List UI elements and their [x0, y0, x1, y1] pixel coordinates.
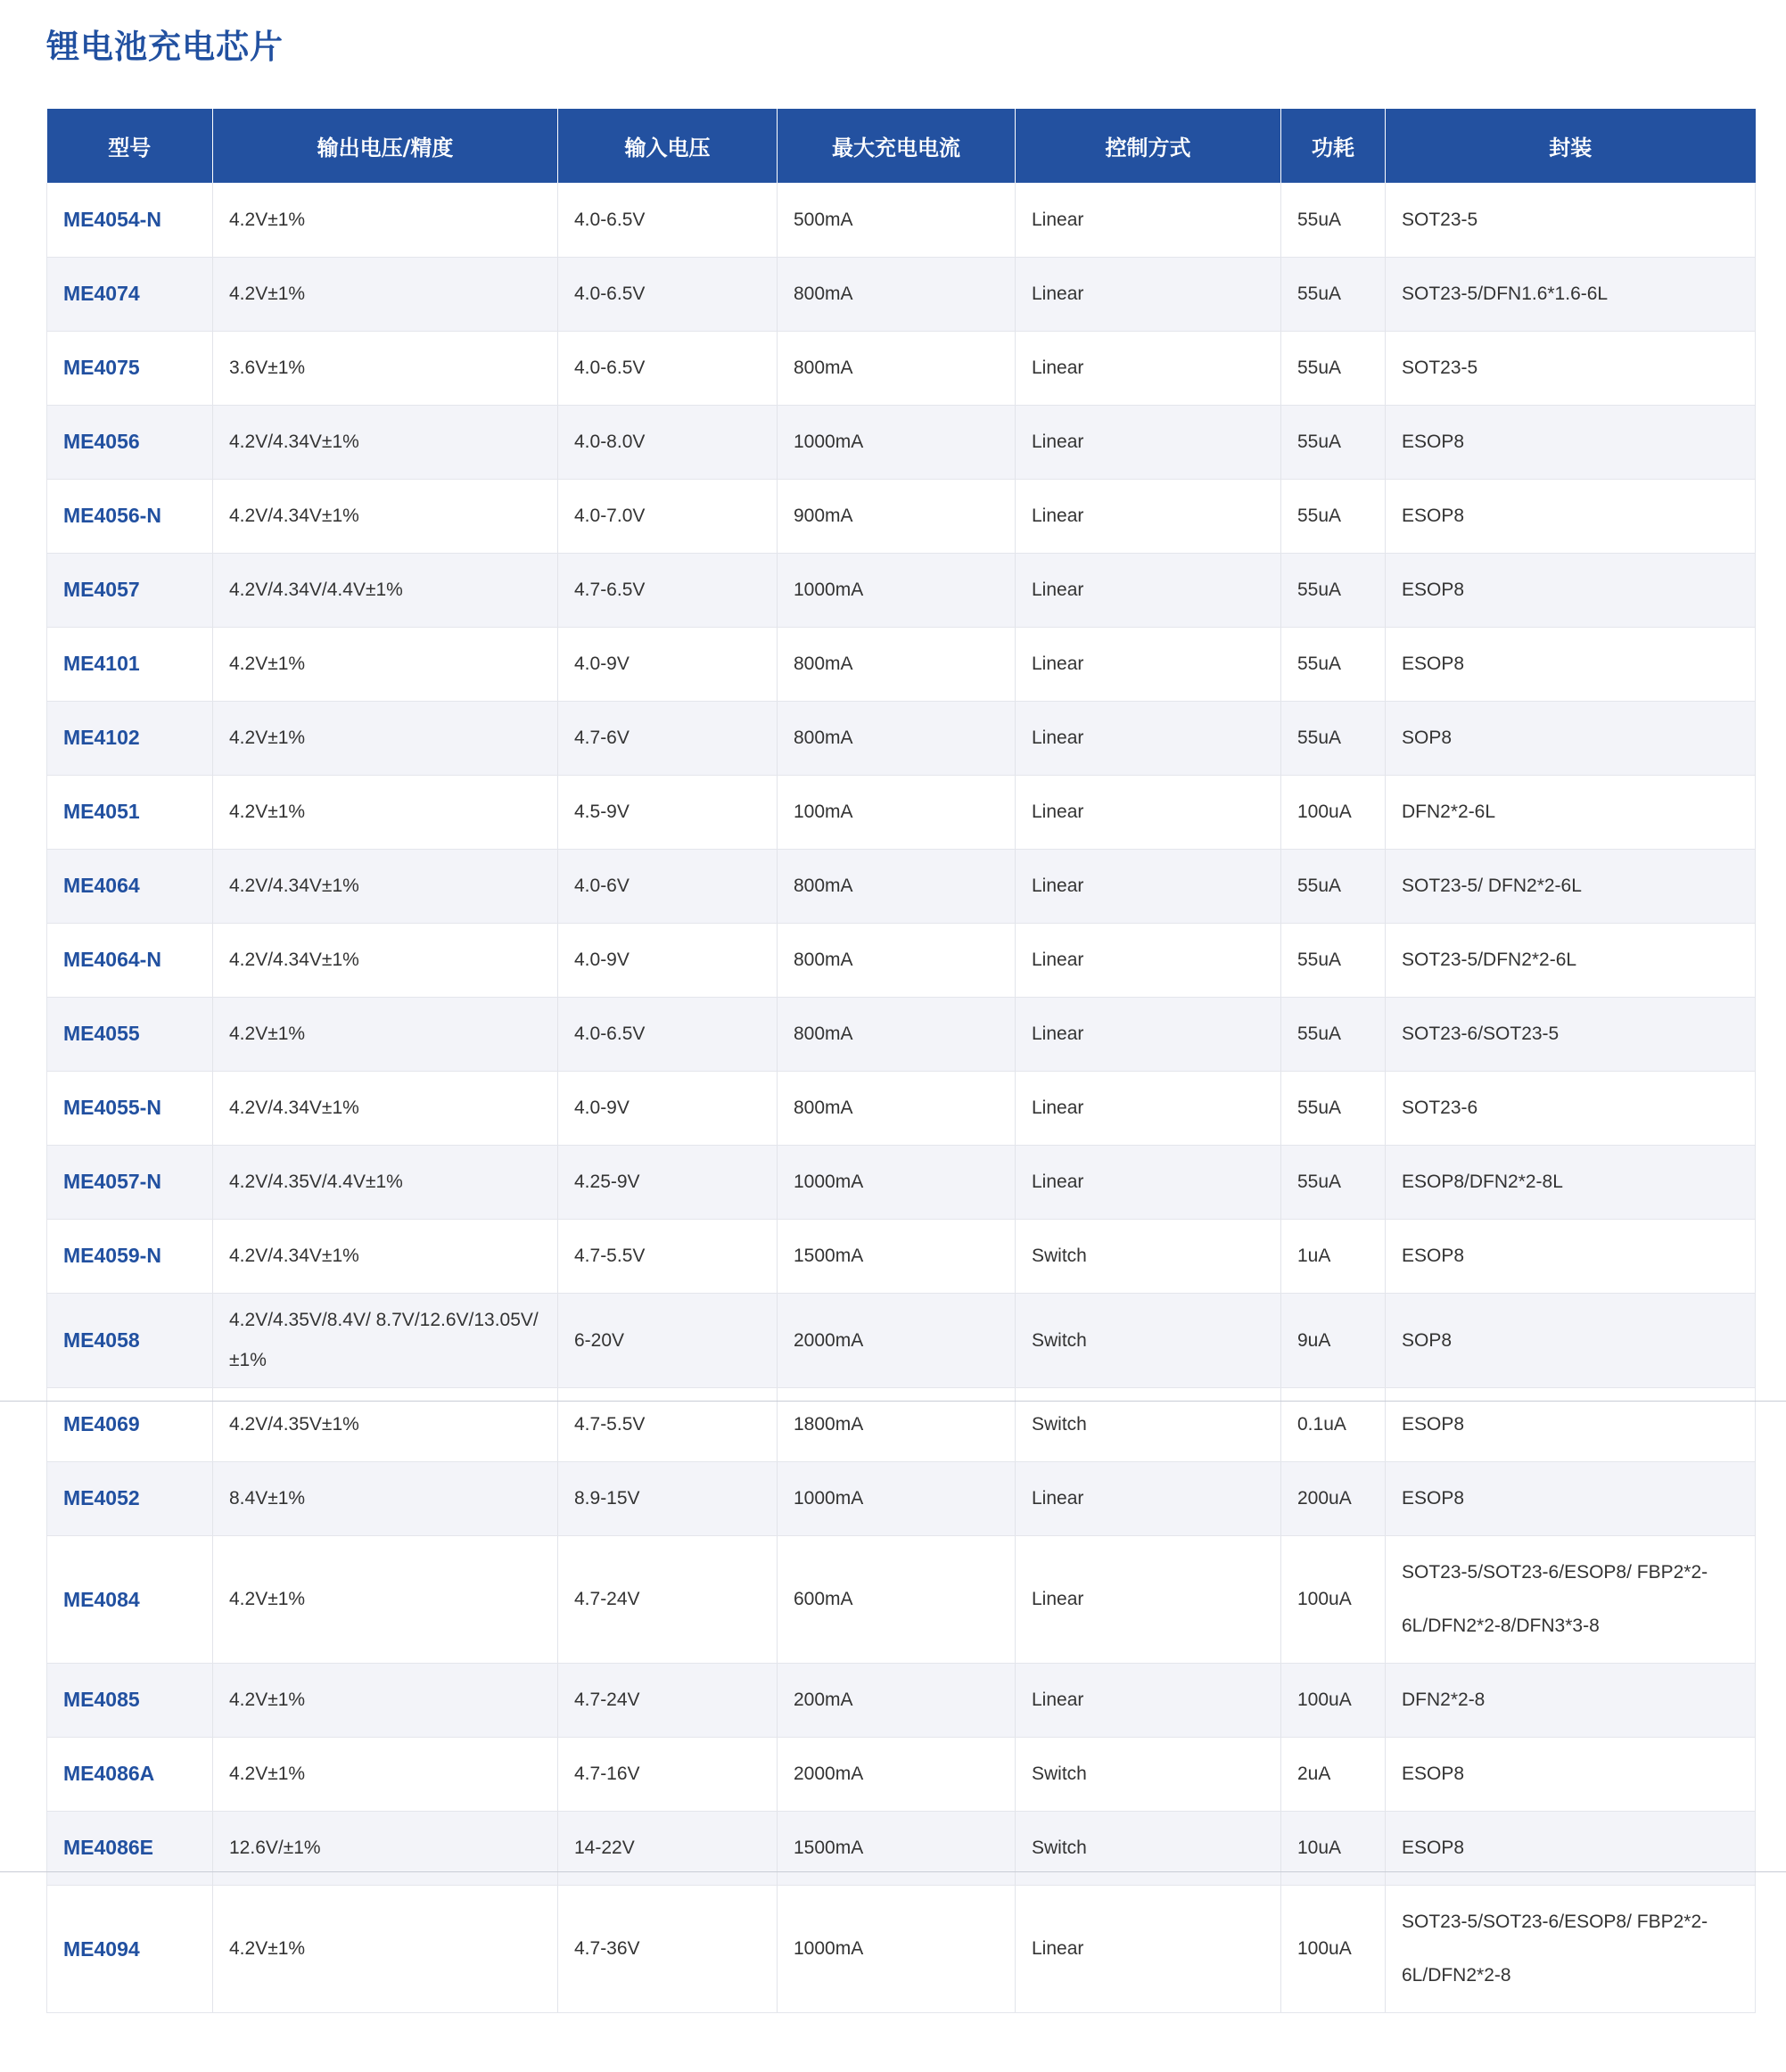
cell-model[interactable]: ME4064 — [47, 849, 213, 923]
cell-package: SOP8 — [1386, 701, 1756, 775]
cell-output-voltage: 3.6V±1% — [213, 331, 558, 405]
cell-max-current: 1000mA — [778, 405, 1016, 479]
cell-input-voltage: 4.0-6V — [558, 849, 778, 923]
cell-model[interactable]: ME4056-N — [47, 479, 213, 553]
cell-output-voltage: 4.2V±1% — [213, 1663, 558, 1737]
table-row — [47, 553, 1756, 627]
table-row — [47, 1535, 1756, 1663]
cell-package: DFN2*2-6L — [1386, 775, 1756, 849]
cell-package: SOP8 — [1386, 1293, 1756, 1387]
cell-input-voltage: 4.7-36V — [558, 1885, 778, 2012]
cell-control-mode: Linear — [1016, 1885, 1281, 2012]
cell-output-voltage: 4.2V/4.34V/4.4V±1% — [213, 553, 558, 627]
cell-max-current: 800mA — [778, 997, 1016, 1071]
cell-max-current: 200mA — [778, 1663, 1016, 1737]
page-title: 锂电池充电芯片 — [46, 28, 284, 66]
table-row — [47, 331, 1756, 405]
cell-output-voltage: 4.2V±1% — [213, 1535, 558, 1663]
cell-control-mode: Linear — [1016, 1461, 1281, 1535]
table-row — [47, 1219, 1756, 1293]
cell-control-mode: Linear — [1016, 1145, 1281, 1219]
cell-max-current: 100mA — [778, 775, 1016, 849]
table-row — [47, 775, 1756, 849]
cell-package: SOT23-5 — [1386, 183, 1756, 257]
cell-power: 100uA — [1281, 1885, 1386, 2012]
cell-max-current: 500mA — [778, 183, 1016, 257]
cell-output-voltage: 4.2V/4.34V±1% — [213, 405, 558, 479]
cell-output-voltage: 4.2V±1% — [213, 1737, 558, 1811]
cell-control-mode: Linear — [1016, 923, 1281, 997]
cell-power: 55uA — [1281, 1145, 1386, 1219]
cell-package: SOT23-5 — [1386, 331, 1756, 405]
cell-package: DFN2*2-8 — [1386, 1663, 1756, 1737]
cell-max-current: 1000mA — [778, 1885, 1016, 2012]
cell-control-mode: Switch — [1016, 1737, 1281, 1811]
cell-max-current: 2000mA — [778, 1737, 1016, 1811]
header-package: 封装 — [1386, 109, 1756, 183]
cell-model[interactable]: ME4051 — [47, 775, 213, 849]
cell-control-mode: Linear — [1016, 1071, 1281, 1145]
cell-output-voltage: 4.2V/4.34V±1% — [213, 1219, 558, 1293]
cell-power: 55uA — [1281, 701, 1386, 775]
cell-input-voltage: 4.7-6V — [558, 701, 778, 775]
table-row — [47, 849, 1756, 923]
cell-power: 55uA — [1281, 849, 1386, 923]
cell-control-mode: Linear — [1016, 775, 1281, 849]
cell-output-voltage: 4.2V±1% — [213, 701, 558, 775]
cell-input-voltage: 4.0-9V — [558, 627, 778, 701]
cell-control-mode: Linear — [1016, 257, 1281, 331]
cell-power: 55uA — [1281, 183, 1386, 257]
cell-input-voltage: 4.25-9V — [558, 1145, 778, 1219]
cell-model[interactable]: ME4094 — [47, 1885, 213, 2012]
cell-output-voltage: 4.2V±1% — [213, 1885, 558, 2012]
cell-control-mode: Linear — [1016, 553, 1281, 627]
table-body — [47, 183, 1756, 2012]
cell-max-current: 1800mA — [778, 1387, 1016, 1461]
cell-output-voltage: 8.4V±1% — [213, 1461, 558, 1535]
header-max-current: 最大充电电流 — [778, 109, 1016, 183]
cell-power: 55uA — [1281, 553, 1386, 627]
cell-max-current: 800mA — [778, 627, 1016, 701]
cell-power: 9uA — [1281, 1293, 1386, 1387]
cell-control-mode: Linear — [1016, 405, 1281, 479]
cell-model[interactable]: ME4102 — [47, 701, 213, 775]
cell-power: 55uA — [1281, 923, 1386, 997]
cell-power: 55uA — [1281, 1071, 1386, 1145]
divider-line — [0, 1401, 1786, 1402]
divider-line — [0, 1871, 1786, 1872]
cell-input-voltage: 4.7-16V — [558, 1737, 778, 1811]
cell-model[interactable]: ME4059-N — [47, 1219, 213, 1293]
cell-package: ESOP8 — [1386, 1811, 1756, 1885]
cell-power: 2uA — [1281, 1737, 1386, 1811]
cell-input-voltage: 8.9-15V — [558, 1461, 778, 1535]
table-row — [47, 257, 1756, 331]
cell-input-voltage: 4.7-6.5V — [558, 553, 778, 627]
cell-power: 55uA — [1281, 257, 1386, 331]
table-row — [47, 1145, 1756, 1219]
cell-output-voltage: 4.2V±1% — [213, 183, 558, 257]
cell-max-current: 800mA — [778, 257, 1016, 331]
cell-power: 100uA — [1281, 1663, 1386, 1737]
cell-model[interactable]: ME4057 — [47, 553, 213, 627]
cell-model[interactable]: ME4085 — [47, 1663, 213, 1737]
cell-model[interactable]: ME4054-N — [47, 183, 213, 257]
cell-output-voltage: 4.2V±1% — [213, 627, 558, 701]
cell-model[interactable]: ME4101 — [47, 627, 213, 701]
cell-max-current: 1000mA — [778, 1145, 1016, 1219]
cell-input-voltage: 4.0-6.5V — [558, 183, 778, 257]
cell-package: ESOP8 — [1386, 1461, 1756, 1535]
cell-input-voltage: 4.0-9V — [558, 1071, 778, 1145]
header-input-voltage: 输入电压 — [558, 109, 778, 183]
table-row — [47, 1663, 1756, 1737]
cell-output-voltage: 4.2V/4.34V±1% — [213, 849, 558, 923]
cell-control-mode: Linear — [1016, 331, 1281, 405]
cell-max-current: 900mA — [778, 479, 1016, 553]
cell-model[interactable]: ME4074 — [47, 257, 213, 331]
cell-max-current: 600mA — [778, 1535, 1016, 1663]
cell-package: ESOP8 — [1386, 627, 1756, 701]
cell-package: SOT23-5/DFN1.6*1.6-6L — [1386, 257, 1756, 331]
cell-package: ESOP8 — [1386, 553, 1756, 627]
table-header-row — [47, 109, 1756, 183]
cell-max-current: 800mA — [778, 701, 1016, 775]
cell-input-voltage: 4.7-5.5V — [558, 1219, 778, 1293]
cell-input-voltage: 4.0-7.0V — [558, 479, 778, 553]
cell-control-mode: Linear — [1016, 627, 1281, 701]
cell-package: SOT23-5/SOT23-6/ESOP8/ FBP2*2-6L/DFN2*2-8/DFN3*3-8 — [1386, 1535, 1756, 1663]
table-row — [47, 479, 1756, 553]
cell-package: SOT23-6/SOT23-5 — [1386, 997, 1756, 1071]
cell-package: SOT23-5/DFN2*2-6L — [1386, 923, 1756, 997]
cell-control-mode: Linear — [1016, 849, 1281, 923]
cell-max-current: 800mA — [778, 923, 1016, 997]
cell-control-mode: Linear — [1016, 997, 1281, 1071]
cell-control-mode: Switch — [1016, 1293, 1281, 1387]
table-row — [47, 1071, 1756, 1145]
cell-max-current: 800mA — [778, 849, 1016, 923]
header-control-mode: 控制方式 — [1016, 109, 1281, 183]
header-output-voltage: 输出电压/精度 — [213, 109, 558, 183]
cell-input-voltage: 14-22V — [558, 1811, 778, 1885]
cell-package: ESOP8/DFN2*2-8L — [1386, 1145, 1756, 1219]
header-model: 型号 — [47, 109, 213, 183]
cell-input-voltage: 4.7-24V — [558, 1663, 778, 1737]
cell-power: 0.1uA — [1281, 1387, 1386, 1461]
cell-model[interactable]: ME4064-N — [47, 923, 213, 997]
table-row — [47, 405, 1756, 479]
cell-model[interactable]: ME4069 — [47, 1387, 213, 1461]
cell-model[interactable]: ME4056 — [47, 405, 213, 479]
cell-input-voltage: 4.7-24V — [558, 1535, 778, 1663]
cell-power: 100uA — [1281, 1535, 1386, 1663]
cell-input-voltage: 4.0-6.5V — [558, 331, 778, 405]
cell-output-voltage: 4.2V±1% — [213, 775, 558, 849]
table-row — [47, 1387, 1756, 1461]
table-row — [47, 1737, 1756, 1811]
cell-max-current: 800mA — [778, 331, 1016, 405]
cell-output-voltage: 4.2V/4.35V/8.4V/ 8.7V/12.6V/13.05V/ ±1% — [213, 1293, 558, 1387]
cell-model[interactable]: ME4058 — [47, 1293, 213, 1387]
cell-model[interactable]: ME4086E — [47, 1811, 213, 1885]
table-row — [47, 997, 1756, 1071]
cell-package: SOT23-6 — [1386, 1071, 1756, 1145]
cell-output-voltage: 4.2V/4.34V±1% — [213, 479, 558, 553]
cell-model[interactable]: ME4057-N — [47, 1145, 213, 1219]
cell-max-current: 1000mA — [778, 553, 1016, 627]
cell-input-voltage: 4.7-5.5V — [558, 1387, 778, 1461]
cell-control-mode: Switch — [1016, 1219, 1281, 1293]
cell-power: 1uA — [1281, 1219, 1386, 1293]
cell-output-voltage: 4.2V/4.34V±1% — [213, 923, 558, 997]
cell-input-voltage: 4.0-6.5V — [558, 257, 778, 331]
cell-max-current: 800mA — [778, 1071, 1016, 1145]
table-row — [47, 1293, 1756, 1387]
cell-power: 10uA — [1281, 1811, 1386, 1885]
cell-input-voltage: 6-20V — [558, 1293, 778, 1387]
cell-power: 200uA — [1281, 1461, 1386, 1535]
cell-power: 55uA — [1281, 627, 1386, 701]
cell-max-current: 1500mA — [778, 1811, 1016, 1885]
cell-output-voltage: 4.2V/4.34V±1% — [213, 1071, 558, 1145]
cell-control-mode: Linear — [1016, 479, 1281, 553]
cell-package: ESOP8 — [1386, 1737, 1756, 1811]
cell-control-mode: Linear — [1016, 1663, 1281, 1737]
cell-control-mode: Switch — [1016, 1811, 1281, 1885]
cell-input-voltage: 4.0-6.5V — [558, 997, 778, 1071]
spec-table — [46, 109, 1756, 2013]
cell-input-voltage: 4.5-9V — [558, 775, 778, 849]
cell-model[interactable]: ME4055-N — [47, 1071, 213, 1145]
cell-control-mode: Linear — [1016, 1535, 1281, 1663]
cell-max-current: 1500mA — [778, 1219, 1016, 1293]
cell-model[interactable]: ME4055 — [47, 997, 213, 1071]
cell-package: ESOP8 — [1386, 1219, 1756, 1293]
cell-model[interactable]: ME4086A — [47, 1737, 213, 1811]
header-power: 功耗 — [1281, 109, 1386, 183]
table-row — [47, 627, 1756, 701]
table-row — [47, 701, 1756, 775]
cell-power: 55uA — [1281, 331, 1386, 405]
cell-max-current: 2000mA — [778, 1293, 1016, 1387]
cell-model[interactable]: ME4075 — [47, 331, 213, 405]
table-row — [47, 1885, 1756, 2012]
cell-package: ESOP8 — [1386, 405, 1756, 479]
cell-output-voltage: 12.6V/±1% — [213, 1811, 558, 1885]
cell-input-voltage: 4.0-9V — [558, 923, 778, 997]
cell-package: ESOP8 — [1386, 1387, 1756, 1461]
cell-input-voltage: 4.0-8.0V — [558, 405, 778, 479]
cell-package: SOT23-5/SOT23-6/ESOP8/ FBP2*2-6L/DFN2*2-8 — [1386, 1885, 1756, 2012]
table-row — [47, 923, 1756, 997]
cell-control-mode: Linear — [1016, 701, 1281, 775]
cell-output-voltage: 4.2V/4.35V/4.4V±1% — [213, 1145, 558, 1219]
cell-model[interactable]: ME4052 — [47, 1461, 213, 1535]
cell-output-voltage: 4.2V/4.35V±1% — [213, 1387, 558, 1461]
table-row — [47, 1461, 1756, 1535]
cell-power: 55uA — [1281, 479, 1386, 553]
cell-output-voltage: 4.2V±1% — [213, 997, 558, 1071]
cell-package: SOT23-5/ DFN2*2-6L — [1386, 849, 1756, 923]
cell-package: ESOP8 — [1386, 479, 1756, 553]
cell-output-voltage: 4.2V±1% — [213, 257, 558, 331]
cell-max-current: 1000mA — [778, 1461, 1016, 1535]
table-row — [47, 1811, 1756, 1885]
cell-control-mode: Switch — [1016, 1387, 1281, 1461]
cell-power: 100uA — [1281, 775, 1386, 849]
cell-power: 55uA — [1281, 405, 1386, 479]
cell-model[interactable]: ME4084 — [47, 1535, 213, 1663]
table-row — [47, 183, 1756, 257]
cell-power: 55uA — [1281, 997, 1386, 1071]
cell-control-mode: Linear — [1016, 183, 1281, 257]
